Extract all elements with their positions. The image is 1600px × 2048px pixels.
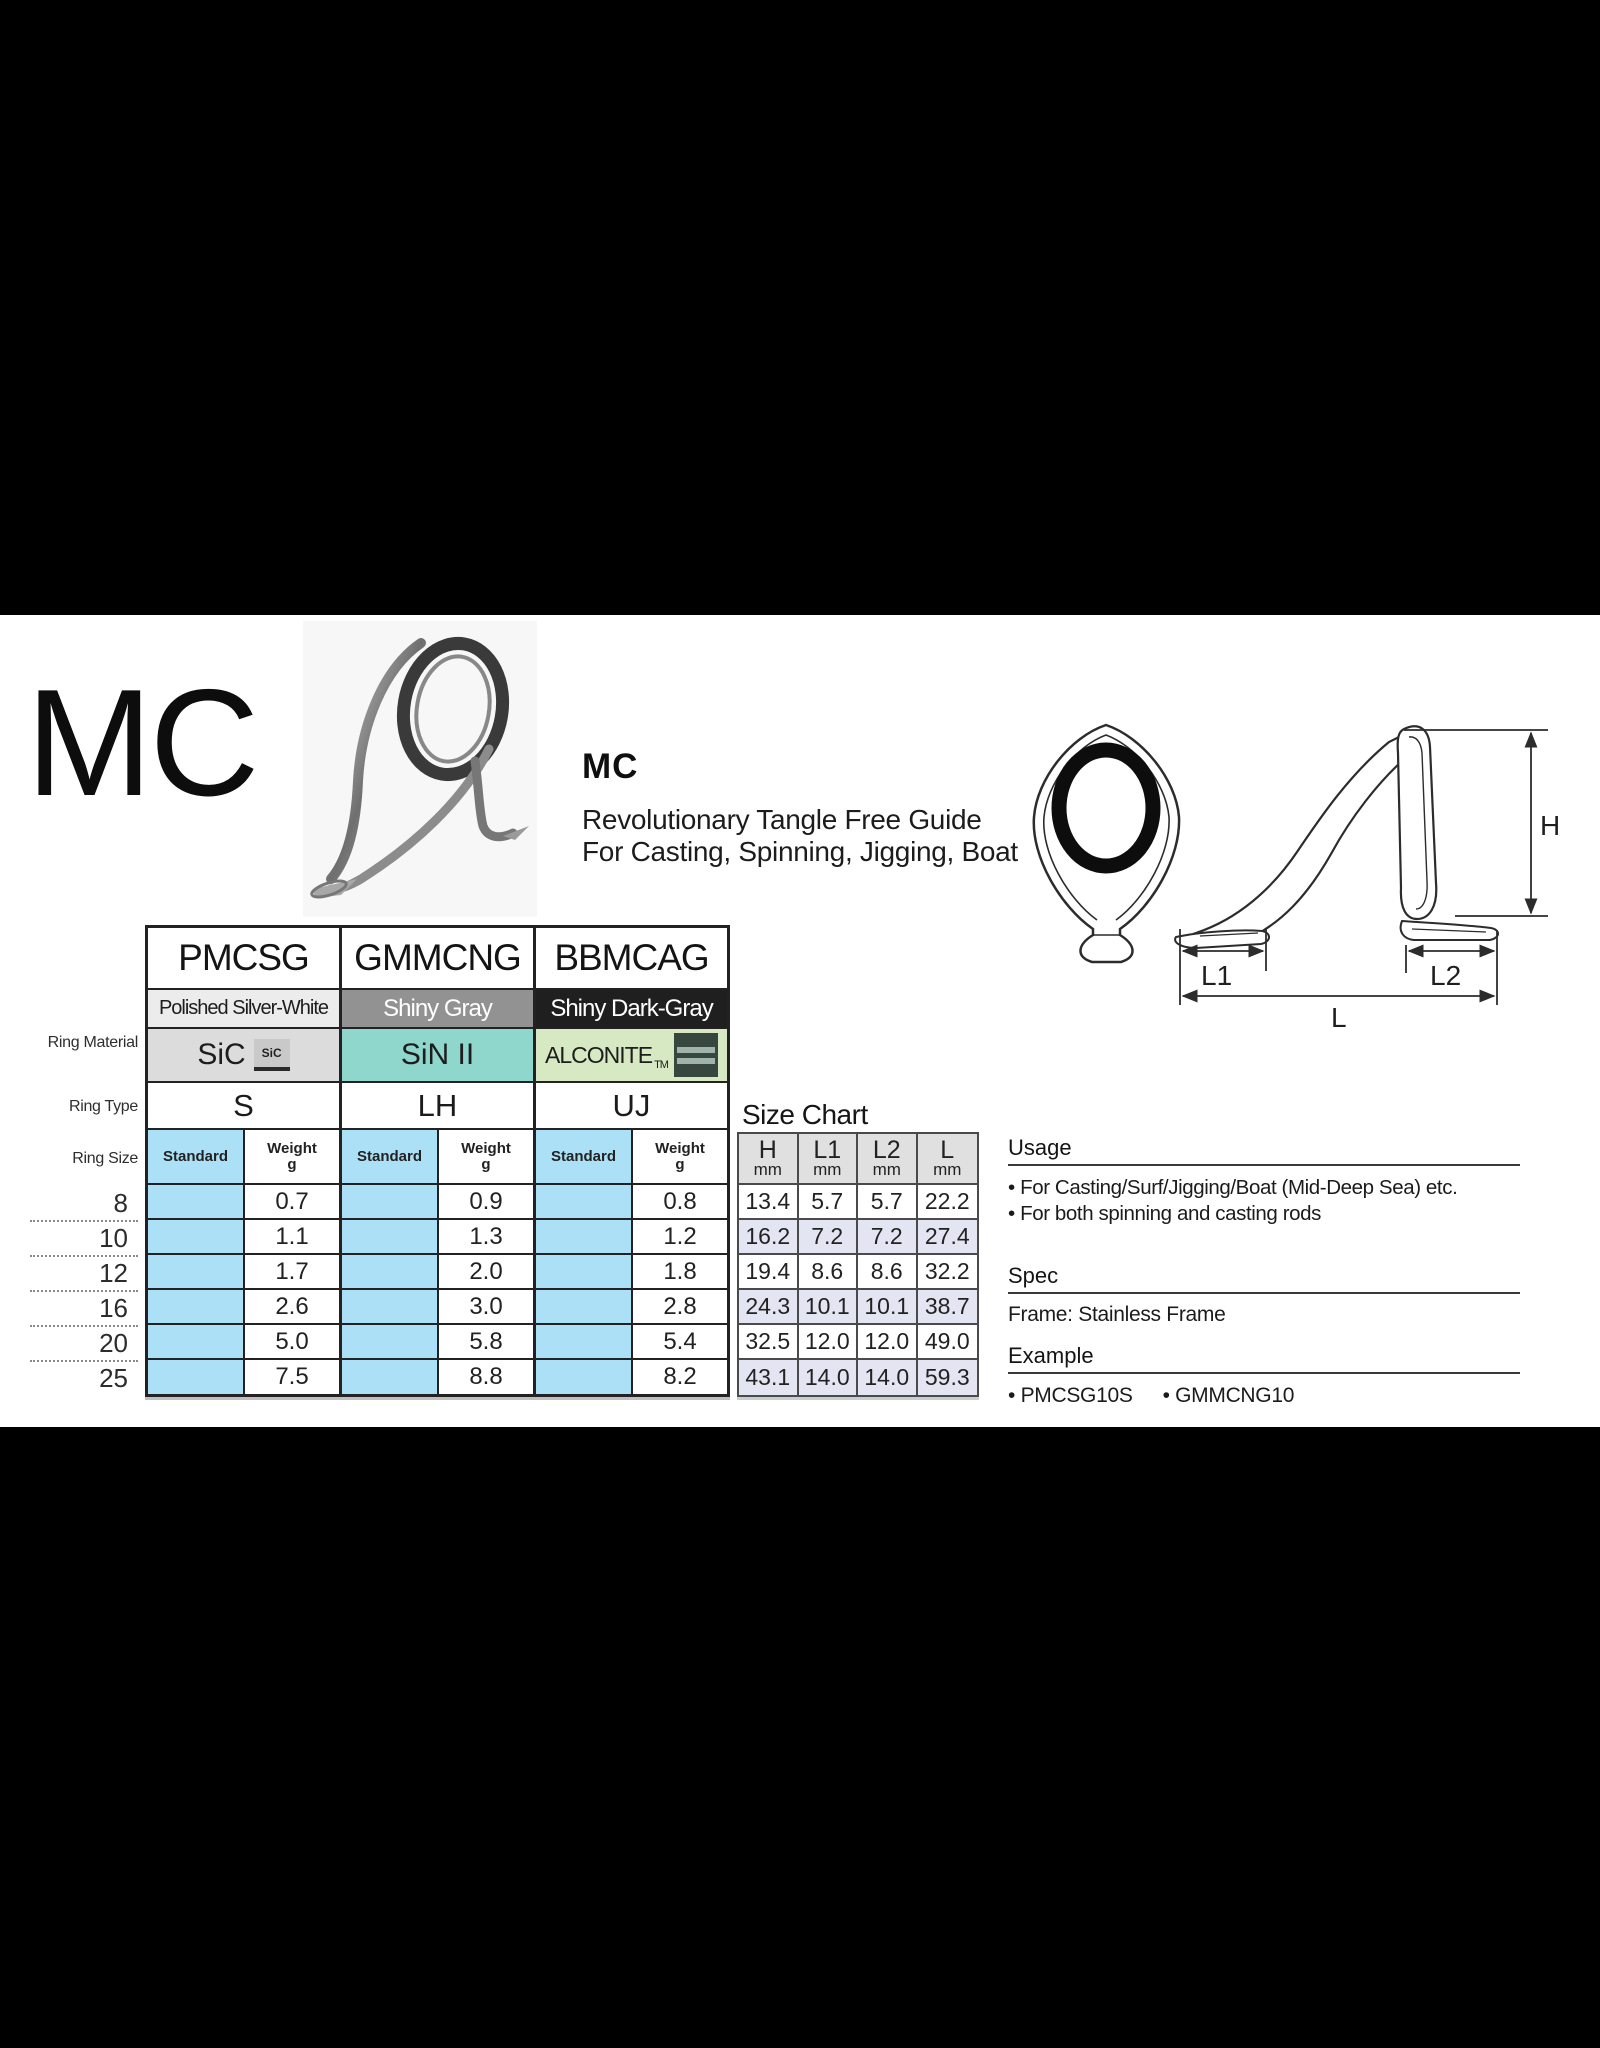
weight-value: 8.2 (663, 1363, 697, 1390)
sic-logo-badge: SiC (254, 1039, 290, 1071)
content-panel (0, 615, 1600, 1427)
dim-value: 13.4 (739, 1185, 799, 1220)
weight-value: 7.5 (275, 1363, 309, 1390)
ring-material-value: ALCONITE (545, 1041, 653, 1068)
dim-value: 22.2 (918, 1185, 978, 1220)
standard-cell (342, 1360, 439, 1394)
table-row (536, 1255, 727, 1290)
ring-size-value: 20 (30, 1327, 138, 1362)
usage-item: • For both spinning and casting rods (1008, 1201, 1321, 1225)
product-photo (303, 621, 537, 917)
col-header-l2 (858, 1134, 918, 1185)
table-row (342, 1360, 533, 1394)
weight-value: 5.4 (663, 1327, 697, 1355)
standard-cell (148, 1290, 245, 1323)
ring-size-value: 25 (99, 1363, 128, 1393)
ring-size-column (30, 1187, 138, 1397)
trademark-label: TM (654, 1059, 668, 1071)
size-chart-header (739, 1134, 977, 1185)
size-chart-table (737, 1132, 979, 1397)
standard-cell (148, 1360, 245, 1394)
product-description-line1: Revolutionary Tangle Free Guide (582, 804, 982, 835)
ring-material-cell (536, 1029, 727, 1083)
standard-cell (148, 1220, 245, 1253)
product-name: MC (582, 747, 639, 786)
col-unit: mm (813, 1160, 842, 1180)
ring-material-cell (148, 1029, 339, 1083)
col-letter: L2 (872, 1136, 901, 1165)
table-row (148, 1290, 339, 1325)
model-name: BBMCAG (536, 928, 727, 990)
row-label-ring-material: Ring Material (47, 1034, 138, 1051)
row-label-ring-type: Ring Type (68, 1098, 138, 1115)
dim-value: 14.0 (858, 1360, 918, 1395)
dim-label-l2: L2 (1430, 960, 1462, 991)
weight-header (633, 1130, 727, 1183)
dim-value: 49.0 (918, 1325, 978, 1360)
dim-value: 38.7 (918, 1290, 978, 1325)
standard-cell (536, 1255, 633, 1288)
col-unit: mm (933, 1160, 962, 1180)
standard-cell (342, 1185, 439, 1218)
dim-value: 7.2 (799, 1220, 859, 1255)
table-row (536, 1185, 727, 1220)
dim-value: 8.6 (858, 1255, 918, 1290)
weight-value: 5.0 (275, 1327, 309, 1355)
ring-type-value: S (148, 1083, 339, 1130)
standard-cell (148, 1185, 245, 1218)
ring-type-value: UJ (536, 1083, 727, 1130)
ring-size-value: 16 (30, 1292, 138, 1327)
table-row (148, 1255, 339, 1290)
dim-value: 59.3 (918, 1360, 978, 1395)
subheader-row (148, 1130, 339, 1185)
standard-header: Standard (342, 1130, 439, 1183)
weight-value: 1.1 (275, 1222, 309, 1250)
example-title: Example (1008, 1343, 1520, 1374)
page-title: MC (26, 658, 257, 828)
finish-name: Polished Silver-White (148, 990, 339, 1029)
dim-value: 5.7 (858, 1185, 918, 1220)
dim-value: 16.2 (739, 1220, 799, 1255)
size-chart-title: Size Chart (742, 1099, 868, 1130)
col-header-l (918, 1134, 978, 1185)
weight-value: 0.7 (275, 1187, 309, 1215)
standard-cell (148, 1325, 245, 1358)
alconite-logo-badge (674, 1033, 718, 1077)
size-chart-row (739, 1255, 977, 1290)
table-row (536, 1360, 727, 1394)
weight-unit-label: g (675, 1155, 685, 1173)
product-column-bbmcag (536, 928, 727, 1394)
row-label-ring-size: Ring Size (72, 1150, 138, 1167)
ring-material-cell (342, 1029, 533, 1083)
guide-photo-illustration (303, 621, 537, 917)
finish-name: Shiny Dark-Gray (536, 990, 727, 1029)
dim-value: 5.7 (799, 1185, 859, 1220)
weight-unit-label: g (287, 1155, 297, 1173)
weight-value: 5.8 (469, 1327, 503, 1355)
info-panel (1008, 1135, 1520, 1408)
weight-value: 3.0 (469, 1292, 503, 1320)
ring-type-value: LH (342, 1083, 533, 1130)
weight-label: Weight (655, 1139, 705, 1157)
example-item: • PMCSG10S (1008, 1383, 1133, 1407)
dim-value: 24.3 (739, 1290, 799, 1325)
weight-value: 0.9 (469, 1187, 503, 1215)
dim-value: 14.0 (799, 1360, 859, 1395)
table-row (536, 1325, 727, 1360)
product-column-pmcsg (148, 928, 342, 1394)
weight-label: Weight (461, 1139, 511, 1157)
weight-value: 8.8 (469, 1363, 503, 1390)
table-row (342, 1290, 533, 1325)
size-chart-row (739, 1360, 977, 1395)
standard-cell (342, 1255, 439, 1288)
weight-value: 2.0 (469, 1257, 503, 1285)
ring-size-value: 8 (30, 1187, 138, 1222)
table-row (342, 1220, 533, 1255)
standard-cell (536, 1290, 633, 1323)
standard-cell (342, 1290, 439, 1323)
size-chart-row (739, 1220, 977, 1255)
guide-line-drawing (1000, 705, 1580, 1050)
product-intro (582, 747, 1018, 868)
weight-value: 0.8 (663, 1187, 697, 1215)
col-header-h (739, 1134, 799, 1185)
subheader-row (536, 1130, 727, 1185)
dim-value: 10.1 (858, 1290, 918, 1325)
dim-value: 32.2 (918, 1255, 978, 1290)
col-letter: H (758, 1136, 777, 1165)
table-row (148, 1220, 339, 1255)
weight-value: 1.2 (663, 1222, 697, 1250)
badge-stripe (677, 1058, 715, 1064)
standard-cell (342, 1325, 439, 1358)
dim-label-h: H (1540, 810, 1561, 841)
weight-value: 1.7 (275, 1257, 309, 1285)
weight-unit-label: g (481, 1155, 491, 1173)
ring-size-value: 12 (30, 1257, 138, 1292)
col-letter: L1 (813, 1136, 842, 1165)
usage-item: • For Casting/Surf/Jigging/Boat (Mid-Deep Sea) etc. (1008, 1176, 1458, 1199)
weight-label: Weight (267, 1139, 317, 1157)
spec-text: Frame: Stainless Frame (1008, 1302, 1226, 1326)
standard-cell (536, 1220, 633, 1253)
table-row (342, 1325, 533, 1360)
dim-value: 7.2 (858, 1220, 918, 1255)
table-row (536, 1290, 727, 1325)
weight-value: 1.3 (469, 1222, 503, 1250)
standard-header: Standard (536, 1130, 633, 1183)
table-row (342, 1185, 533, 1220)
subheader-row (342, 1130, 533, 1185)
dim-label-l1: L1 (1201, 960, 1233, 991)
dim-value: 8.6 (799, 1255, 859, 1290)
ring-size-value: 10 (30, 1222, 138, 1257)
dim-value: 43.1 (739, 1360, 799, 1395)
weight-value: 1.8 (663, 1257, 697, 1285)
ring-material-value: SiC (197, 1038, 246, 1071)
dim-value: 12.0 (858, 1325, 918, 1360)
badge-stripe (677, 1047, 715, 1053)
dim-label-l: L (1331, 1002, 1347, 1033)
weight-header (439, 1130, 533, 1183)
table-row (342, 1255, 533, 1290)
usage-title: Usage (1008, 1135, 1520, 1166)
dim-value: 19.4 (739, 1255, 799, 1290)
model-name: PMCSG (148, 928, 339, 990)
product-column-gmmcng (342, 928, 536, 1394)
col-unit: mm (872, 1160, 901, 1180)
weight-value: 2.8 (663, 1292, 697, 1320)
dimension-drawing (1000, 705, 1580, 1050)
product-description-line2: For Casting, Spinning, Jigging, Boat (582, 835, 1018, 867)
weight-header (245, 1130, 339, 1183)
standard-header: Standard (148, 1130, 245, 1183)
finish-name: Shiny Gray (342, 990, 533, 1029)
standard-cell (536, 1185, 633, 1218)
table-row (148, 1360, 339, 1394)
size-chart-row (739, 1325, 977, 1360)
table-row (536, 1220, 727, 1255)
ring-material-value: SiN II (400, 1038, 475, 1071)
spec-title: Spec (1008, 1263, 1520, 1294)
size-chart-row (739, 1290, 977, 1325)
weight-value: 2.6 (275, 1292, 309, 1320)
dim-value: 32.5 (739, 1325, 799, 1360)
table-row (148, 1325, 339, 1360)
standard-cell (536, 1360, 633, 1394)
standard-cell (536, 1325, 633, 1358)
example-items (1008, 1384, 1520, 1408)
dim-value: 27.4 (918, 1220, 978, 1255)
dim-value: 10.1 (799, 1290, 859, 1325)
example-item: • GMMCNG10 (1162, 1383, 1295, 1407)
col-letter: L (940, 1136, 955, 1165)
product-spec-table (145, 925, 730, 1397)
standard-cell (148, 1255, 245, 1288)
col-header-l1 (799, 1134, 859, 1185)
table-row (148, 1185, 339, 1220)
dim-value: 12.0 (799, 1325, 859, 1360)
col-unit: mm (753, 1160, 782, 1180)
standard-cell (342, 1220, 439, 1253)
size-chart-row (739, 1185, 977, 1220)
model-name: GMMCNG (342, 928, 533, 990)
